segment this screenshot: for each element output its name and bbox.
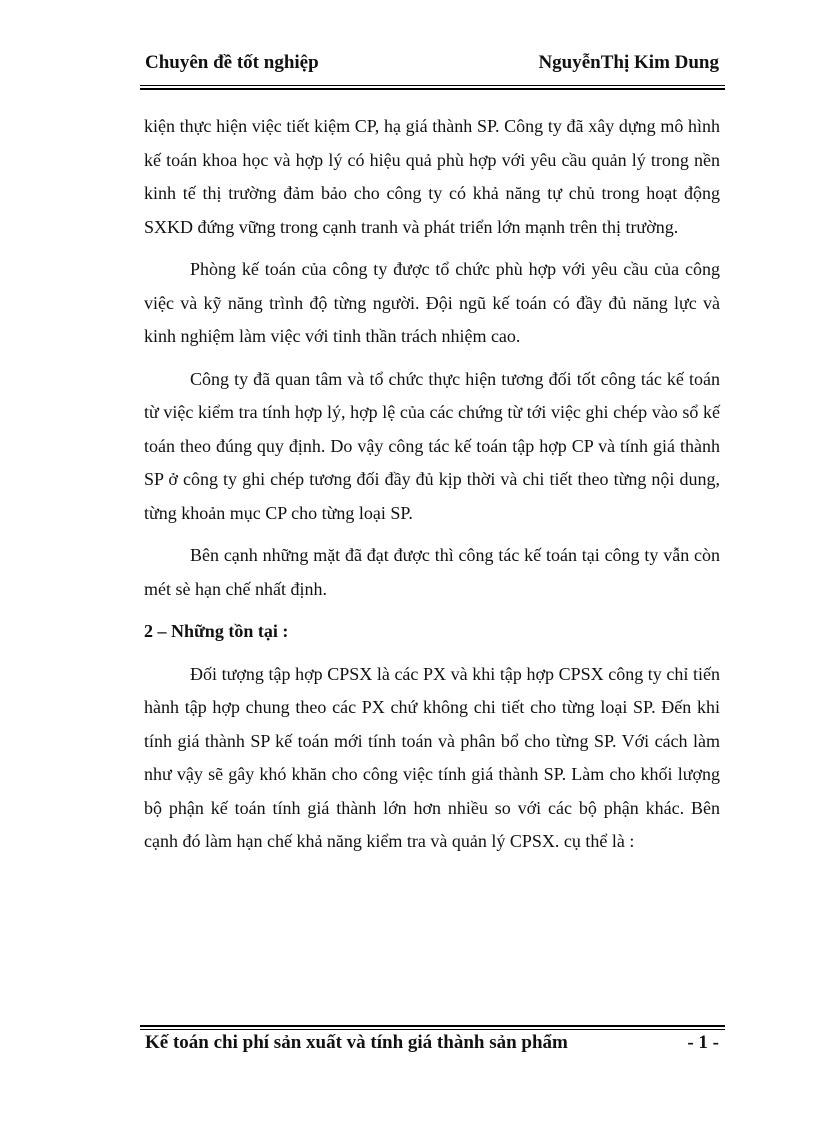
page-body — [144, 110, 720, 868]
section-heading: 2 – Những tồn tại : — [144, 621, 289, 641]
paragraph-accounting-department: Phòng kế toán của công ty được tổ chức phù hợp với yêu cầu của công việc và kỹ năng trình độ từng người. Đội ngũ kế toán có đầy đủ năng lực và kinh nghiệm làm việc với tinh thần trách nhiệm cao. — [144, 259, 720, 346]
header-author: NguyễnThị Kim Dung — [538, 52, 719, 73]
header-rule-thick — [140, 88, 725, 90]
paragraph-company-practices: Công ty đã quan tâm và tổ chức thực hiện tương đối tốt công tác kế toán từ việc kiểm tra tính hợp lý, hợp lệ của các chứng từ tới việc ghi chép vào sổ kế toán theo đúng quy định. Do vậy công tác kế toán tập hợp CP và tính giá thành SP ở công ty ghi chép tương đối đầy đủ kịp thời và chi tiết theo từng nội dung, từng khoản mục CP cho từng loại SP. — [144, 368, 720, 523]
header-document-type: Chuyên đề tốt nghiệp — [145, 52, 319, 73]
paragraph-limitations: Bên cạnh những mặt đã đạt được thì công tác kế toán tại công ty vẫn còn mét sè hạn chế nhất định. — [144, 545, 720, 599]
footer-rule-thick — [140, 1025, 725, 1027]
header-rule-thin — [140, 85, 725, 86]
page-footer — [140, 1032, 725, 1060]
page-header — [140, 52, 725, 82]
footer-title: Kế toán chi phí sản xuất và tính giá thành sản phẩm — [145, 1032, 568, 1053]
footer-rule-thin — [140, 1029, 725, 1030]
paragraph-continuation: kiện thực hiện việc tiết kiệm CP, hạ giá thành SP. Công ty đã xây dựng mô hình kế toán khoa học và hợp lý có hiệu quả phù hợp với yêu cầu quản lý trong nền kinh tế thị trường đảm bảo cho công ty có khả năng tự chủ trong hoạt động SXKD đứng vững trong cạnh tranh và phát triển lớn mạnh trên thị trường. — [144, 116, 720, 237]
page-number: - 1 - — [687, 1032, 719, 1053]
paragraph-cost-objects: Đối tượng tập hợp CPSX là các PX và khi tập hợp CPSX công ty chỉ tiến hành tập hợp chung theo các PX chứ không chi tiết cho từng loại SP. Đến khi tính giá thành SP kế toán mới tính toán và phân bổ cho từng SP. Với cách làm như vậy sẽ gây khó khăn cho công việc tính giá thành SP. Làm cho khối lượng bộ phận kế toán tính giá thành lớn hơn nhiều so với các bộ phận khác. Bên cạnh đó làm hạn chế khả năng kiểm tra và quản lý CPSX. cụ thể là : — [144, 663, 720, 851]
